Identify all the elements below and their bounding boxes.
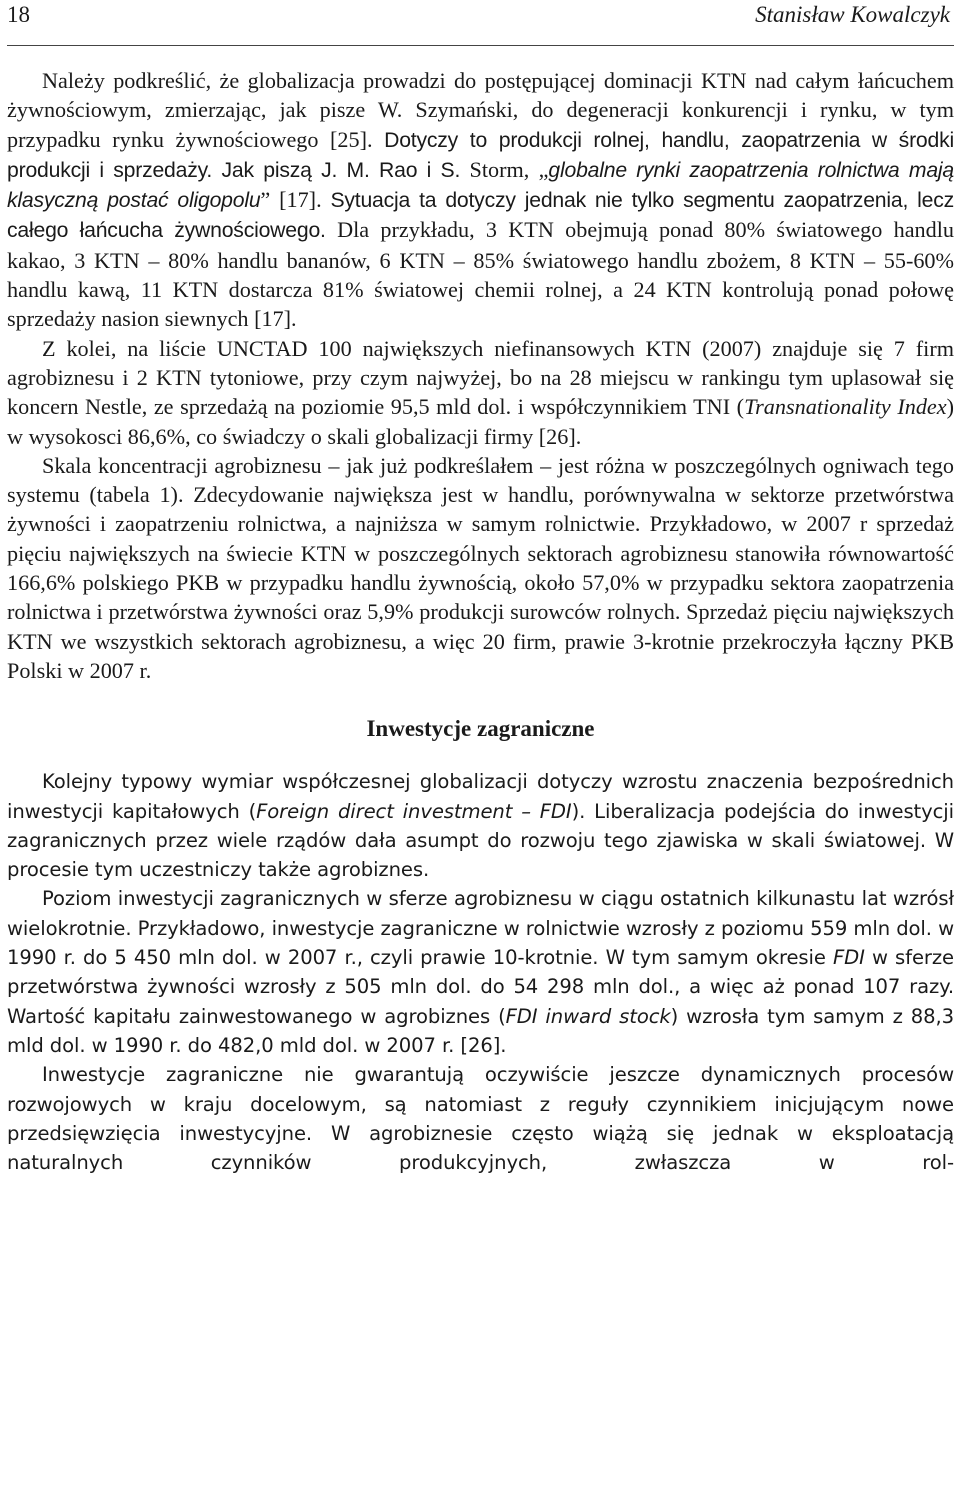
- text-run: Dla przykładu, 3 KTN obejmują ponad 80% światowego handlu kakao, 3 KTN – 80% handlu bananów, 6 KTN – 85% światowego handlu zbożem, 8 KTN – 55-60% handlu kawą, 11 KTN dostarcza 81% światowej chemii rolnej, a 24 KTN kontrolują ponad połowę sprzedaży nasion siewnych [17].: [7, 217, 954, 332]
- text-run: ) w wysokosci 86,6%, co świadczy o skali globalizacji firmy [26].: [7, 394, 955, 449]
- text-run: Z kolei, na liście UNCTAD 100 największych niefinansowych KTN (2007) znajduje się 7 firm agrobiznesu i 2 KTN tytoniowe, przy czym najwyżej, bo na 28 miejscu w rankingu tym uplasował się koncern Nestle, ze sprzedażą na poziomie 95,5 mld dol. i współczynnikiem TNI (: [7, 335, 954, 420]
- term-fdi: FDI: [832, 946, 865, 970]
- page-number: 18: [7, 2, 30, 27]
- text-run: Sytuacja ta dotyczy jednak nie tylko segmentu zaopatrzenia, lecz całego łańcucha żywnościowego.: [7, 189, 954, 243]
- text-run: Kolejny typowy wymiar współczesnej globalizacji dotyczy wzrostu znaczenia bezpośrednich inwestycji kapitałowych (: [7, 770, 954, 823]
- paragraph: [7, 66, 954, 334]
- text-run: ).: [571, 799, 595, 823]
- running-header: [7, 0, 954, 46]
- paragraph: Skala koncentracji agrobiznesu – jak już podkreślałem – jest różna w poszczególnych ogniwach tego systemu (tabela 1). Zdecydowanie największa jest w handlu, porównywalna w sektorze przetwórstwa żywności i zaopatrzeniu rolnictwa, a najniższa w samym rolnictwie. Przykładowo, w 2007 r sprzedaż pięciu największych na świecie KTN w poszczególnych sektorach agrobiznesu stanowiła równowartość 166,6% polskiego PKB w przypadku handlu żywnością, około 57,0% w przypadku sektora zaopatrzenia rolnictwa i przetwórstwa żywności oraz 5,9% produkcji surowców rolnych. Sprzedaż pięciu największych KTN we wszystkich sektorach agrobiznesu, a więc 20 firm, prawie 3-krotnie przekroczyła łączny PKB Polski w 2007 r.: [7, 452, 954, 683]
- text-run: Dotyczy to produkcji rolnej, handlu, zaopatrzenia w środki produkcji i sprzedaży. Jak piszą J. M. Rao i S.: [7, 128, 954, 182]
- paragraph: [7, 767, 954, 884]
- paragraph: [7, 334, 954, 451]
- section-heading: Inwestycje zagraniczne: [366, 716, 595, 742]
- term-fdi: Foreign direct investment – FDI: [256, 799, 572, 823]
- text-run: Storm, „: [469, 156, 549, 182]
- paragraph: [7, 884, 954, 1060]
- text-run: ” [17].: [260, 187, 331, 213]
- text-run: Należy podkreślić, że globalizacja prowadzi do postępującej dominacji KTN nad całym łańcuchem żywnościowym, zmierzając, jak pisze W. Szymański, do degeneracji konkurencji i rynku, w tym przypadku rynku żywnościowego [25].: [7, 68, 954, 152]
- text-run: Przykładowo, inwestycje zagraniczne w rolnictwie wzrosły z poziomu 559 mln dol. w 1990 r. do 5 450 mln dol. w 2007 r., czyli prawie 10-krotnie. W tym samym okresie: [7, 916, 954, 970]
- quotation: globalne rynki zaopatrzenia rolnictwa mają klasyczną postać oligopolu: [7, 158, 955, 213]
- text-run: ) wzrosła tym samym z 88,3 mld dol. w 1990 r. do 482,0 mld dol. w 2007 r. [26].: [7, 1004, 954, 1057]
- text-run: w sferze przetwórstwa żywności wzrosły z 505 mln dol. do 54 298 mln dol., a więc aż ponad 107 razy. Wartość kapitału zainwestowanego w agrobiznes (: [7, 946, 954, 1028]
- text-run: Poziom inwestycji zagranicznych w sferze agrobiznesu w ciągu ostatnich kilkunastu lat wzrósł wielokrotnie.: [7, 887, 954, 940]
- body-text: [7, 66, 954, 1177]
- paragraph: Inwestycje zagraniczne nie gwarantują oczywiście jeszcze dynamicznych procesów rozwojowych w kraju docelowym, są natomiast z reguły czynnikiem inicjującym nowe przedsięwzięcia inwestycyjne. W agrobiznesie często wiążą się jednak w eksploatacją naturalnych czynników produkcyjnych, zwłaszcza w rol-: [7, 1063, 954, 1175]
- term-tni: Transnationality Index: [744, 394, 947, 420]
- term-fdi-inward-stock: FDI inward stock: [505, 1004, 671, 1028]
- text-run: Liberalizacja podejścia do inwestycji zagranicznych przez wiele rządów dała asumpt do rozwoju tego zjawiska w skali światowej. W procesie tym uczestniczy także agrobiznes.: [7, 799, 954, 882]
- running-author: Stanisław Kowalczyk: [755, 2, 950, 27]
